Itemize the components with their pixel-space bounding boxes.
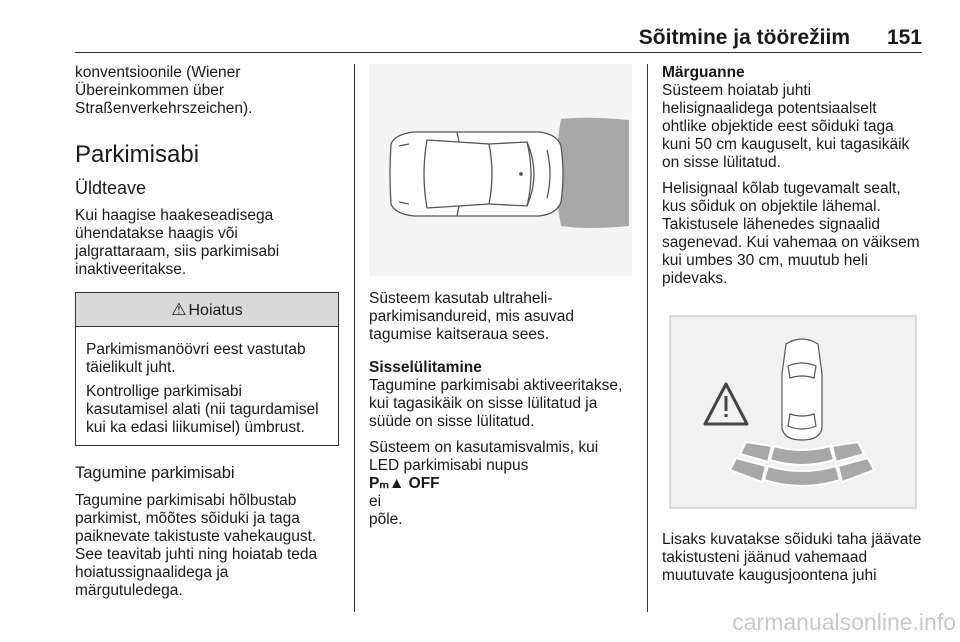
note-title: Märguanne: [662, 64, 745, 81]
column-divider-1: [354, 64, 355, 612]
text-line: Parkimismanöövri eest vastutab: [86, 341, 306, 358]
sensor-paragraph: [369, 290, 634, 344]
text-line: Tagumine parkimisabi hõlbustab: [75, 492, 297, 509]
page-number: 151: [886, 26, 922, 49]
off-label: OFF: [404, 475, 440, 492]
text-line: on sisse lülitatud.: [662, 154, 781, 171]
park-assist-button-symbol: Pₘ▲: [369, 475, 405, 492]
section-title: Parkimisabi: [75, 141, 200, 168]
page-title: Sõitmine ja töörežiim: [638, 26, 850, 49]
text-line: Süsteem kasutab ultraheli-: [369, 290, 553, 307]
text-line: See teavitab juhti ning hoiatab teda: [75, 546, 318, 563]
text-line: Kontrollige parkimisabi: [86, 383, 242, 400]
text-line: kuni 50 cm kauguselt, kui tagasikäik: [662, 136, 910, 153]
activation-paragraph: [369, 377, 634, 431]
signal-paragraph: [662, 180, 927, 288]
text-line: hoiatussignaalidega ja: [75, 564, 229, 581]
text-line: ohtlike objektide eest sõiduki taga: [662, 118, 894, 135]
display-paragraph: [662, 531, 927, 585]
column-divider-2: [647, 64, 648, 612]
header-rule: [75, 52, 922, 53]
warning-paragraph: [86, 341, 332, 377]
column-1: [75, 64, 337, 600]
text-line: parkimisandureid, mis asuvad: [369, 308, 575, 325]
note-paragraph: [662, 82, 927, 172]
general-paragraph: [75, 207, 337, 279]
rear-assist-title: Tagumine parkimisabi: [75, 464, 235, 482]
text-line: inaktiveeritakse.: [75, 261, 187, 278]
watermark: carmanualsonline.info: [732, 609, 956, 635]
text-line: muutuvate kaugusjoontena juhi: [662, 567, 877, 584]
text-line: Lisaks kuvatakse sõiduki taha jäävate: [662, 531, 922, 548]
text-line: jalgrattaraam, siis parkimisabi: [75, 243, 280, 260]
car-sensor-figure: [369, 64, 632, 276]
text-line: pidevaks.: [662, 270, 728, 287]
text-line: Takistusele lähenedes signaalid: [662, 216, 881, 233]
column-3: [662, 64, 927, 585]
display-figure: [662, 304, 927, 516]
text-line: kus sõiduk on objektile lähemal.: [662, 198, 881, 215]
rear-assist-paragraph: [75, 492, 337, 600]
text-line: Süsteem on kasutamisvalmis, kui: [369, 439, 599, 456]
subsection-title: Üldteave: [75, 178, 147, 198]
text-line: Helisignaal kõlab tugevamalt sealt,: [662, 180, 901, 197]
text-line: põle.: [369, 511, 403, 528]
column-2: [369, 64, 634, 529]
text-fragment: ei: [369, 493, 382, 510]
parking-display-illustration: [662, 304, 927, 516]
text-line: takistusteni jäänud vahemaad: [662, 549, 868, 566]
text-line: tagumise kaitseraua sees.: [369, 326, 550, 343]
text-line: sagenevad. Kui vahemaa on väiksem: [662, 234, 920, 251]
text-line: Kui haagise haakeseadisega: [75, 207, 274, 224]
activation-title: Sisselülitamine: [369, 359, 482, 376]
warning-paragraph: [86, 383, 332, 437]
text-line: täielikult juht.: [86, 359, 176, 376]
text-line: kui ka edasi liikumisel) ümbrust.: [86, 419, 305, 436]
text-line: Straßenverkehrszeichen).: [75, 100, 253, 117]
text-line: helisignaalidega potentsiaalselt: [662, 100, 877, 117]
warning-triangle-icon: ⚠: [171, 300, 187, 319]
text-line: kui tagasikäik on sisse lülitatud ja: [369, 395, 598, 412]
text-line: märgutuledega.: [75, 582, 183, 599]
text-line: Tagumine parkimisabi aktiveeritakse,: [369, 377, 623, 394]
intro-paragraph: [75, 64, 337, 118]
warning-title: Hoiatus: [188, 302, 243, 319]
text-line: konventsioonile (Wiener: [75, 64, 241, 81]
text-line: kui umbes 30 cm, muutub heli: [662, 252, 868, 269]
text-line: paiknevate takistuste vahekaugust.: [75, 528, 317, 545]
warning-header: [76, 293, 338, 327]
text-line: [369, 457, 634, 511]
text-line: Übereinkommen über: [75, 82, 225, 99]
car-top-view-illustration: [369, 64, 632, 276]
warning-box: [75, 292, 339, 446]
warning-body: [76, 327, 338, 445]
text-line: Süsteem hoiatab juhti: [662, 82, 812, 99]
text-line: kasutamisel alati (nii tagurdamisel: [86, 401, 319, 418]
text-line: parkimist, mõõtes sõiduki ja taga: [75, 510, 300, 527]
car-outline: [390, 132, 563, 216]
ready-paragraph: [369, 439, 634, 529]
text-fragment: LED parkimisabi nupus: [369, 457, 529, 474]
text-line: ühendatakse haagis või: [75, 225, 238, 242]
car-top-view: [782, 339, 822, 440]
text-line: süüde on sisse lülitatud.: [369, 413, 535, 430]
sonar-zone: [556, 118, 629, 228]
